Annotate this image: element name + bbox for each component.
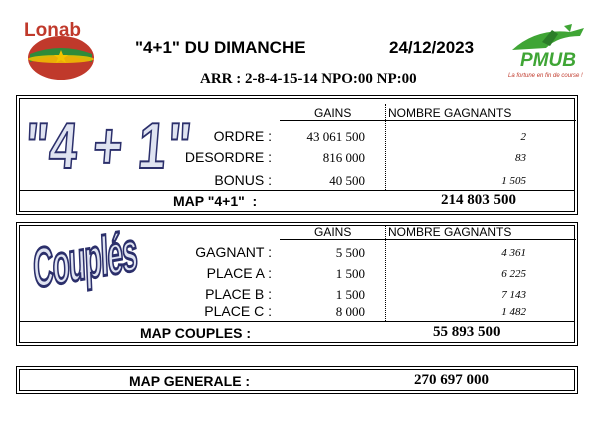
col-divider-couples <box>385 225 386 321</box>
row-label-place-a: PLACE A : <box>206 265 272 281</box>
pmub-logo-text: PMUB <box>520 50 576 71</box>
draw-date: 24/12/2023 <box>389 38 475 57</box>
row-label-bonus: BONUS : <box>214 172 272 188</box>
row-count-gagnant: 4 361 <box>501 247 526 259</box>
row-count-place-c: 1 482 <box>501 306 526 318</box>
map-label-4plus1: MAP "4+1" : <box>173 193 258 209</box>
page-title: "4+1" DU DIMANCHE <box>135 38 306 57</box>
row-count-bonus: 1 505 <box>501 175 526 187</box>
row-label-gagnant: GAGNANT : <box>195 244 272 260</box>
map-value-4plus1: 214 803 500 <box>441 192 516 208</box>
lonab-logo <box>22 20 100 82</box>
header-underline-couples <box>280 239 576 240</box>
row-gain-bonus: 40 500 <box>329 173 365 188</box>
map-value-generale: 270 697 000 <box>414 372 489 388</box>
pmub-tagline: La fortune en fin de course ! <box>508 73 583 79</box>
map-divider-couples <box>19 321 575 322</box>
col-gains-4plus1: GAINS <box>314 106 352 120</box>
arrival-line: ARR : 2-8-4-15-14 NPO:00 NP:00 <box>200 71 417 87</box>
map-label-couples: MAP COUPLES : <box>140 325 251 341</box>
row-label-desordre: DESORDRE : <box>184 149 272 165</box>
badge-4plus1: "4 + 1" <box>22 109 195 183</box>
map-label-generale: MAP GENERALE : <box>129 373 251 389</box>
row-gain-place-a: 1 500 <box>335 266 365 281</box>
pmub-logo <box>506 22 590 84</box>
row-label-place-b: PLACE B : <box>205 286 272 302</box>
row-gain-gagnant: 5 500 <box>335 245 365 260</box>
col-gains-couples: GAINS <box>314 225 352 239</box>
row-count-desordre: 83 <box>515 152 526 164</box>
row-count-place-a: 6 225 <box>501 268 526 280</box>
lonab-logo-text: Lonab <box>24 20 81 41</box>
section-generale-inner <box>19 369 575 391</box>
row-count-ordre: 2 <box>520 131 526 143</box>
header-underline-4plus1 <box>280 120 576 121</box>
row-label-ordre: ORDRE : <box>213 128 272 144</box>
col-gagnants-couples: NOMBRE GAGNANTS <box>388 225 512 239</box>
row-gain-place-c: 8 000 <box>335 304 365 319</box>
row-gain-desordre: 816 000 <box>322 150 365 165</box>
map-value-couples: 55 893 500 <box>433 324 501 340</box>
row-gain-place-b: 1 500 <box>335 287 365 302</box>
col-divider-4plus1 <box>385 104 386 190</box>
map-divider-4plus1 <box>19 190 575 191</box>
col-gagnants-4plus1: NOMBRE GAGNANTS <box>388 106 512 120</box>
row-label-place-c: PLACE C : <box>204 303 272 319</box>
badge-couples: Couplés <box>32 219 138 300</box>
row-count-place-b: 7 143 <box>501 289 526 301</box>
row-gain-ordre: 43 061 500 <box>306 129 365 144</box>
